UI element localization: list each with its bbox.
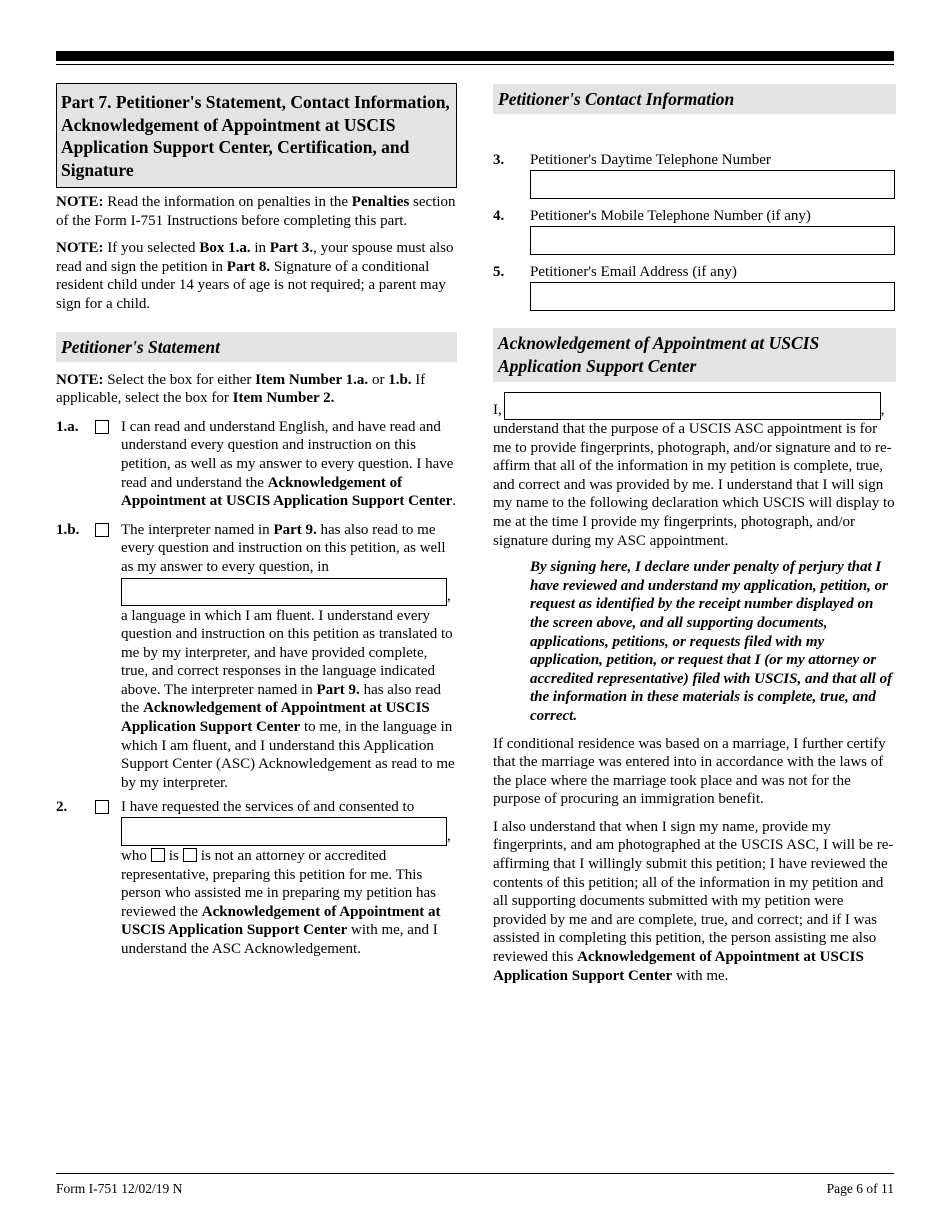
- item-1a-checkbox[interactable]: [95, 420, 109, 434]
- email-input[interactable]: [530, 282, 895, 311]
- item-1a: 1.a. I can read and understand English, and have read and understand every question and instruction on this petition, as well as my answer to every question. I have read and understand the Acknowledgement of Appointment at USCIS Application Support Center.: [56, 418, 457, 510]
- form-id: Form I-751 12/02/19 N: [56, 1181, 183, 1196]
- part7-title: Part 7. Petitioner's Statement, Contact Information, Acknowledgement of Appointment at USCIS Application Support Center, Certification, and Signature: [56, 83, 457, 188]
- item-number: 2.: [56, 799, 68, 816]
- acknowledgement-name-row: I, ,: [493, 392, 896, 420]
- reaffirmation-paragraph: I also understand that when I sign my name, provide my fingerprints, and am photographed at the USCIS ASC, I will be re-affirming that I willingly submit this petition; I have reviewed the contents of this petition; all of the information in my petition and all supporting documents submitted with my petition were provided by me and are complete, true, and correct; and if I was assisted in completing this petition, the person assisting me also reviewed this Acknowledgement of Appointment at USCIS Application Support Center with me.: [493, 818, 894, 984]
- marriage-certification: If conditional residence was based on a marriage, I further certify that the marriage was entered into in accordance with the laws of the place where the marriage took place and was not for the purpose of procuring an immigration benefit.: [493, 735, 886, 808]
- mobile-phone-input[interactable]: [530, 226, 895, 255]
- right-column: [493, 84, 896, 985]
- item-1b: 1.b. The interpreter named in Part 9. has also read to me every question and instruction on this petition, as well as my answer to every question, in , a language in which I am fluent. I understand every question and instruction on this petition as translated to me by my interpreter, and have provided complete, true, and correct responses in the language indicated above. The interpreter named in Part 9. has also read the Acknowledgement of Appointment at USCIS Application Support Center to me, in the language in which I am fluent, and I understand this Application Support Center (ASC) Acknowledgement as read to me by my interpreter.: [56, 521, 455, 791]
- who-is-checkbox[interactable]: [151, 848, 165, 862]
- language-input[interactable]: [121, 578, 447, 606]
- email-label: Petitioner's Email Address (if any): [530, 264, 737, 280]
- item-number: 3.: [493, 152, 505, 168]
- perjury-declaration: By signing here, I declare under penalty of perjury that I have reviewed and understand my application, petition, or request as identified by the receipt number displayed on the screen above, and all supporting documents, applications, petitions, or requests filed with my application, petition, or request that I (or my attorney or accredited representative) filed with USCIS, and that all of the information in these materials is complete, true, and correct.: [530, 559, 893, 724]
- preparer-name-input[interactable]: [121, 817, 447, 846]
- item-number: 1.b.: [56, 521, 80, 538]
- item-number: 4.: [493, 208, 505, 224]
- header-rule-thin: [56, 64, 894, 65]
- item-number: 1.a.: [56, 418, 79, 435]
- item-number: 5.: [493, 264, 505, 280]
- item-2-checkbox[interactable]: [95, 800, 109, 814]
- left-column: [56, 83, 457, 959]
- contact-info-heading: Petitioner's Contact Information: [493, 84, 896, 114]
- spouse-note: NOTE: If you selected Box 1.a. in Part 3., your spouse must also read and sign the petition in Part 8. Signature of a conditional resident child under 14 years of age is not required; a parent may sign for a child.: [56, 240, 454, 312]
- page-number: Page 6 of 11: [826, 1181, 894, 1196]
- footer-rule: [56, 1173, 894, 1174]
- daytime-phone-label: Petitioner's Daytime Telephone Number: [530, 152, 771, 168]
- petitioner-statement-heading: Petitioner's Statement: [56, 332, 457, 362]
- header-rule-thick: [56, 51, 894, 61]
- is-not-checkbox[interactable]: [183, 848, 197, 862]
- item-2: 2. I have requested the services of and consented to , who is is not an attorney or accredited representative, preparing this petition for me. This person who assisted me in preparing my petition has reviewed the Acknowledgement of Appointment at USCIS Application Support Center with me, and I understand the ASC Acknowledgement.: [56, 799, 451, 957]
- item-1b-checkbox[interactable]: [95, 523, 109, 537]
- daytime-phone-input[interactable]: [530, 170, 895, 199]
- contact-items: [493, 114, 896, 310]
- acknowledgement-heading: Acknowledgement of Appointment at USCIS Application Support Center: [493, 328, 896, 382]
- acknowledgement-paragraph: understand that the purpose of a USCIS ASC appointment is for me to provide fingerprints, photograph, and/or signature and to re-affirm that all of the information in my petition is complete, true, and correct and was provided by me. I understand that I will sign my name to the following declaration which USCIS will display to me at the time I provide my fingerprints, photograph, and/or signature during my ASC appointment.: [493, 421, 895, 549]
- mobile-phone-label: Petitioner's Mobile Telephone Number (if any): [530, 208, 811, 224]
- acknowledgement-name-input[interactable]: [504, 392, 881, 420]
- statement-note: NOTE: Select the box for either Item Number 1.a. or 1.b. If applicable, select the box for Item Number 2.: [56, 371, 426, 407]
- penalties-note: NOTE: Read the information on penalties in the Penalties section of the Form I-751 Instructions before completing this part.: [56, 194, 456, 229]
